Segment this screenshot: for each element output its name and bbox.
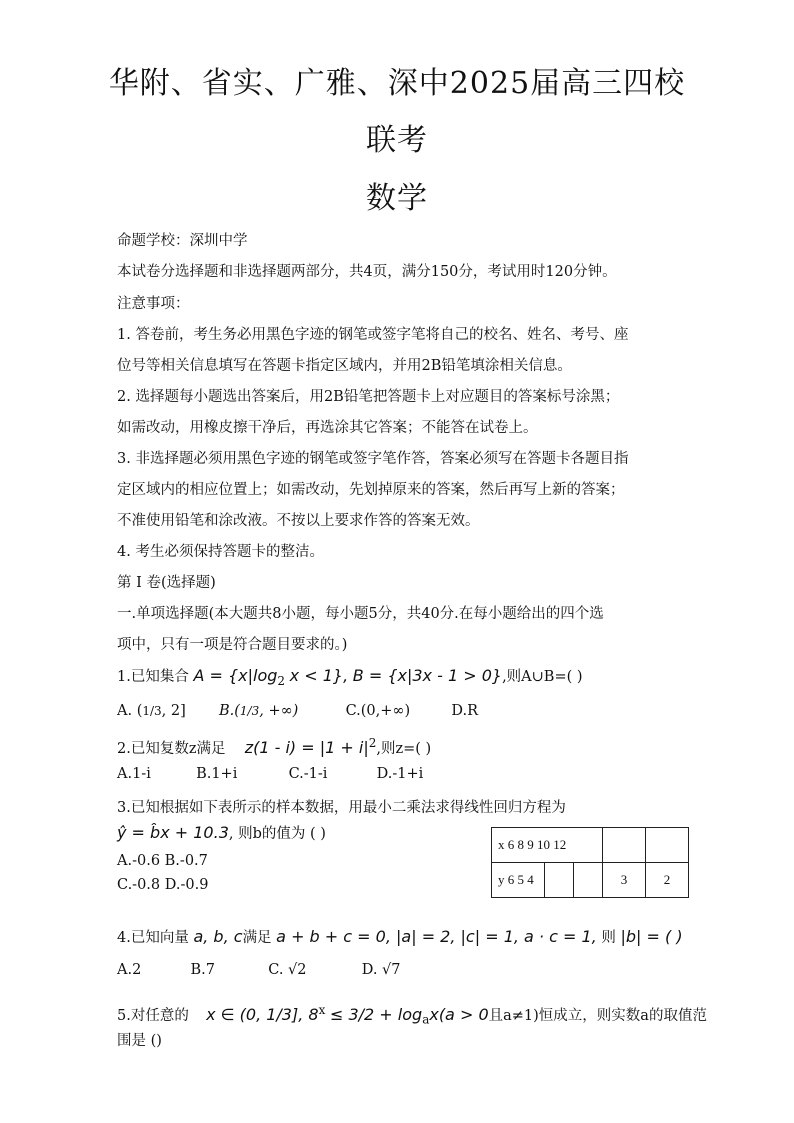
exam-title-line2: 联考 bbox=[366, 123, 428, 158]
question-1-options bbox=[117, 701, 478, 721]
q4-vectors: a, b, c bbox=[193, 927, 243, 946]
note-2a: 2. 选择题每小题选出答案后，用2B铅笔把答题卡上对应题目的答案标号涂黑； bbox=[117, 389, 620, 405]
q4-option-b: B.7 bbox=[190, 962, 216, 978]
table-row bbox=[492, 863, 689, 898]
q1-opt-a-open: A. ( bbox=[117, 703, 143, 719]
q1-opt-b-open: B.( bbox=[219, 703, 240, 719]
table-row bbox=[492, 828, 689, 863]
q4-condition: a + b + c = 0, |a| = 2, |c| = 1, a · c = 1, bbox=[276, 927, 597, 946]
q3-ask: , 则b的值为 ( ) bbox=[228, 826, 326, 842]
q5-lead: 5.对任意的 bbox=[117, 1007, 189, 1024]
mc-instructions-a: 一.单项选择题(本大题共8小题，每小题5分，共40分.在每小题给出的四个选 bbox=[117, 606, 604, 622]
q3-options-ab: A.-0.6 B.-0.7 bbox=[117, 853, 208, 869]
q4-option-d: D. √7 bbox=[361, 962, 401, 978]
q4-ask: |b| = ( ) bbox=[620, 927, 683, 946]
q1-log-base: 2 bbox=[277, 673, 286, 688]
q2-option-c: C.-1-i bbox=[288, 766, 328, 782]
q4-option-a: A.2 bbox=[117, 962, 142, 978]
note-1b: 位号等相关信息填写在答题卡指定区域内，并用2B铅笔填涂相关信息。 bbox=[117, 358, 572, 374]
q5-ask: 且a≠1)恒成立，则实数a的取值范 bbox=[488, 1007, 707, 1024]
q1-opt-a-frac: 1/3 bbox=[142, 704, 162, 718]
q2-option-a: A.1-i bbox=[117, 766, 151, 782]
note-1a: 1. 答卷前，考生务必用黑色字迹的钢笔或签字笔将自己的校名、姓名、考号、座 bbox=[117, 327, 629, 343]
q5-condition-2: ≤ 3/2 + log bbox=[329, 1004, 423, 1024]
q3-sample-table bbox=[491, 827, 689, 898]
question-5-stem-2: 围是 () bbox=[117, 1033, 162, 1049]
note-3c: 不准使用铅笔和涂改液。不按以上要求作答的答案无效。 bbox=[117, 513, 480, 529]
q1-opt-a-end: , 2] bbox=[161, 703, 186, 719]
note-2b: 如需改动，用橡皮擦干净后，再选涂其它答案；不能答在试卷上。 bbox=[117, 420, 538, 436]
question-2-stem bbox=[117, 733, 431, 759]
q1-opt-b-frac: 1/3 bbox=[239, 704, 260, 718]
table-cell bbox=[545, 863, 574, 898]
q1-option-b bbox=[219, 703, 298, 719]
question-4-stem bbox=[117, 927, 683, 948]
q2-equation: z(1 - i) = |1 + i| bbox=[244, 737, 369, 757]
question-3-stem-2 bbox=[117, 823, 326, 844]
table-cell: 3 bbox=[603, 863, 646, 898]
q1-opt-b-end: , +∞) bbox=[259, 703, 299, 719]
q5-log-base: a bbox=[422, 1012, 430, 1027]
q3-table-y-row: y 6 5 4 bbox=[492, 863, 545, 898]
q2-lead: 2.已知复数z满足 bbox=[117, 740, 226, 757]
table-cell bbox=[646, 828, 689, 863]
q1-option-d: D.R bbox=[451, 703, 478, 719]
q2-option-d: D.-1+i bbox=[376, 766, 424, 782]
q3-options-cd: C.-0.8 D.-0.9 bbox=[117, 877, 209, 893]
question-5-stem bbox=[117, 1000, 707, 1030]
table-cell bbox=[574, 863, 603, 898]
exam-summary: 本试卷分选择题和非选择题两部分，共4页，满分150分，考试用时120分钟。 bbox=[117, 264, 617, 280]
q4-then: 则 bbox=[601, 930, 616, 946]
q4-option-c: C. √2 bbox=[268, 962, 307, 978]
q4-lead: 4.已知向量 bbox=[117, 930, 189, 946]
q5-condition-3: x(a > 0 bbox=[429, 1004, 489, 1024]
q1-option-a bbox=[117, 703, 186, 719]
note-3b: 定区域内的相应位置上；如需改动，先划掉原来的答案，然后再写上新的答案； bbox=[117, 482, 625, 498]
q3-regression-equation: ŷ = b̂x + 10.3 bbox=[117, 823, 229, 842]
q2-option-b: B.1+i bbox=[196, 766, 238, 782]
q5-condition: x ∈ (0, 1/3], 8 bbox=[206, 1004, 319, 1024]
q2-square: 2 bbox=[368, 736, 377, 750]
q3-table-x-row: x 6 8 9 10 12 bbox=[492, 828, 603, 863]
q2-ask: ,则z=( ) bbox=[376, 740, 432, 757]
part-heading: 第 I 卷(选择题) bbox=[117, 575, 216, 591]
question-3-stem: 3.已知根据如下表所示的样本数据，用最小二乘法求得线性回归方程为 bbox=[117, 800, 566, 816]
q1-option-c: C.(0,+∞) bbox=[345, 703, 411, 719]
exam-subject: 数学 bbox=[366, 181, 428, 216]
question-4-options bbox=[117, 960, 401, 980]
table-cell: 2 bbox=[646, 863, 689, 898]
exam-title-line1: 华附、省实、广雅、深中2025届高三四校 bbox=[108, 66, 686, 101]
q1-set-a-end: x < 1}, bbox=[289, 666, 349, 685]
q1-set-a: A = {x|log bbox=[193, 666, 278, 685]
question-2-options bbox=[117, 764, 423, 784]
note-4: 4. 考生必须保持答题卡的整洁。 bbox=[117, 544, 324, 560]
table-cell bbox=[603, 828, 646, 863]
note-3a: 3. 非选择题必须用黑色字迹的钢笔或签字笔作答，答案必须写在答题卡各题目指 bbox=[117, 451, 629, 467]
q5-exponent: x bbox=[318, 1003, 326, 1017]
notes-title: 注意事项： bbox=[117, 296, 190, 312]
q1-lead: 1.已知集合 bbox=[117, 669, 189, 685]
q1-set-b: B = {x|3x - 1 > 0} bbox=[352, 666, 503, 685]
q4-satisfies: 满足 bbox=[242, 930, 272, 946]
mc-instructions-b: 项中，只有一项是符合题目要求的。) bbox=[117, 637, 348, 653]
proposing-school: 命题学校：深圳中学 bbox=[117, 233, 248, 249]
q1-ask: ,则A∪B=( ) bbox=[502, 669, 583, 685]
question-1-stem bbox=[117, 666, 583, 691]
